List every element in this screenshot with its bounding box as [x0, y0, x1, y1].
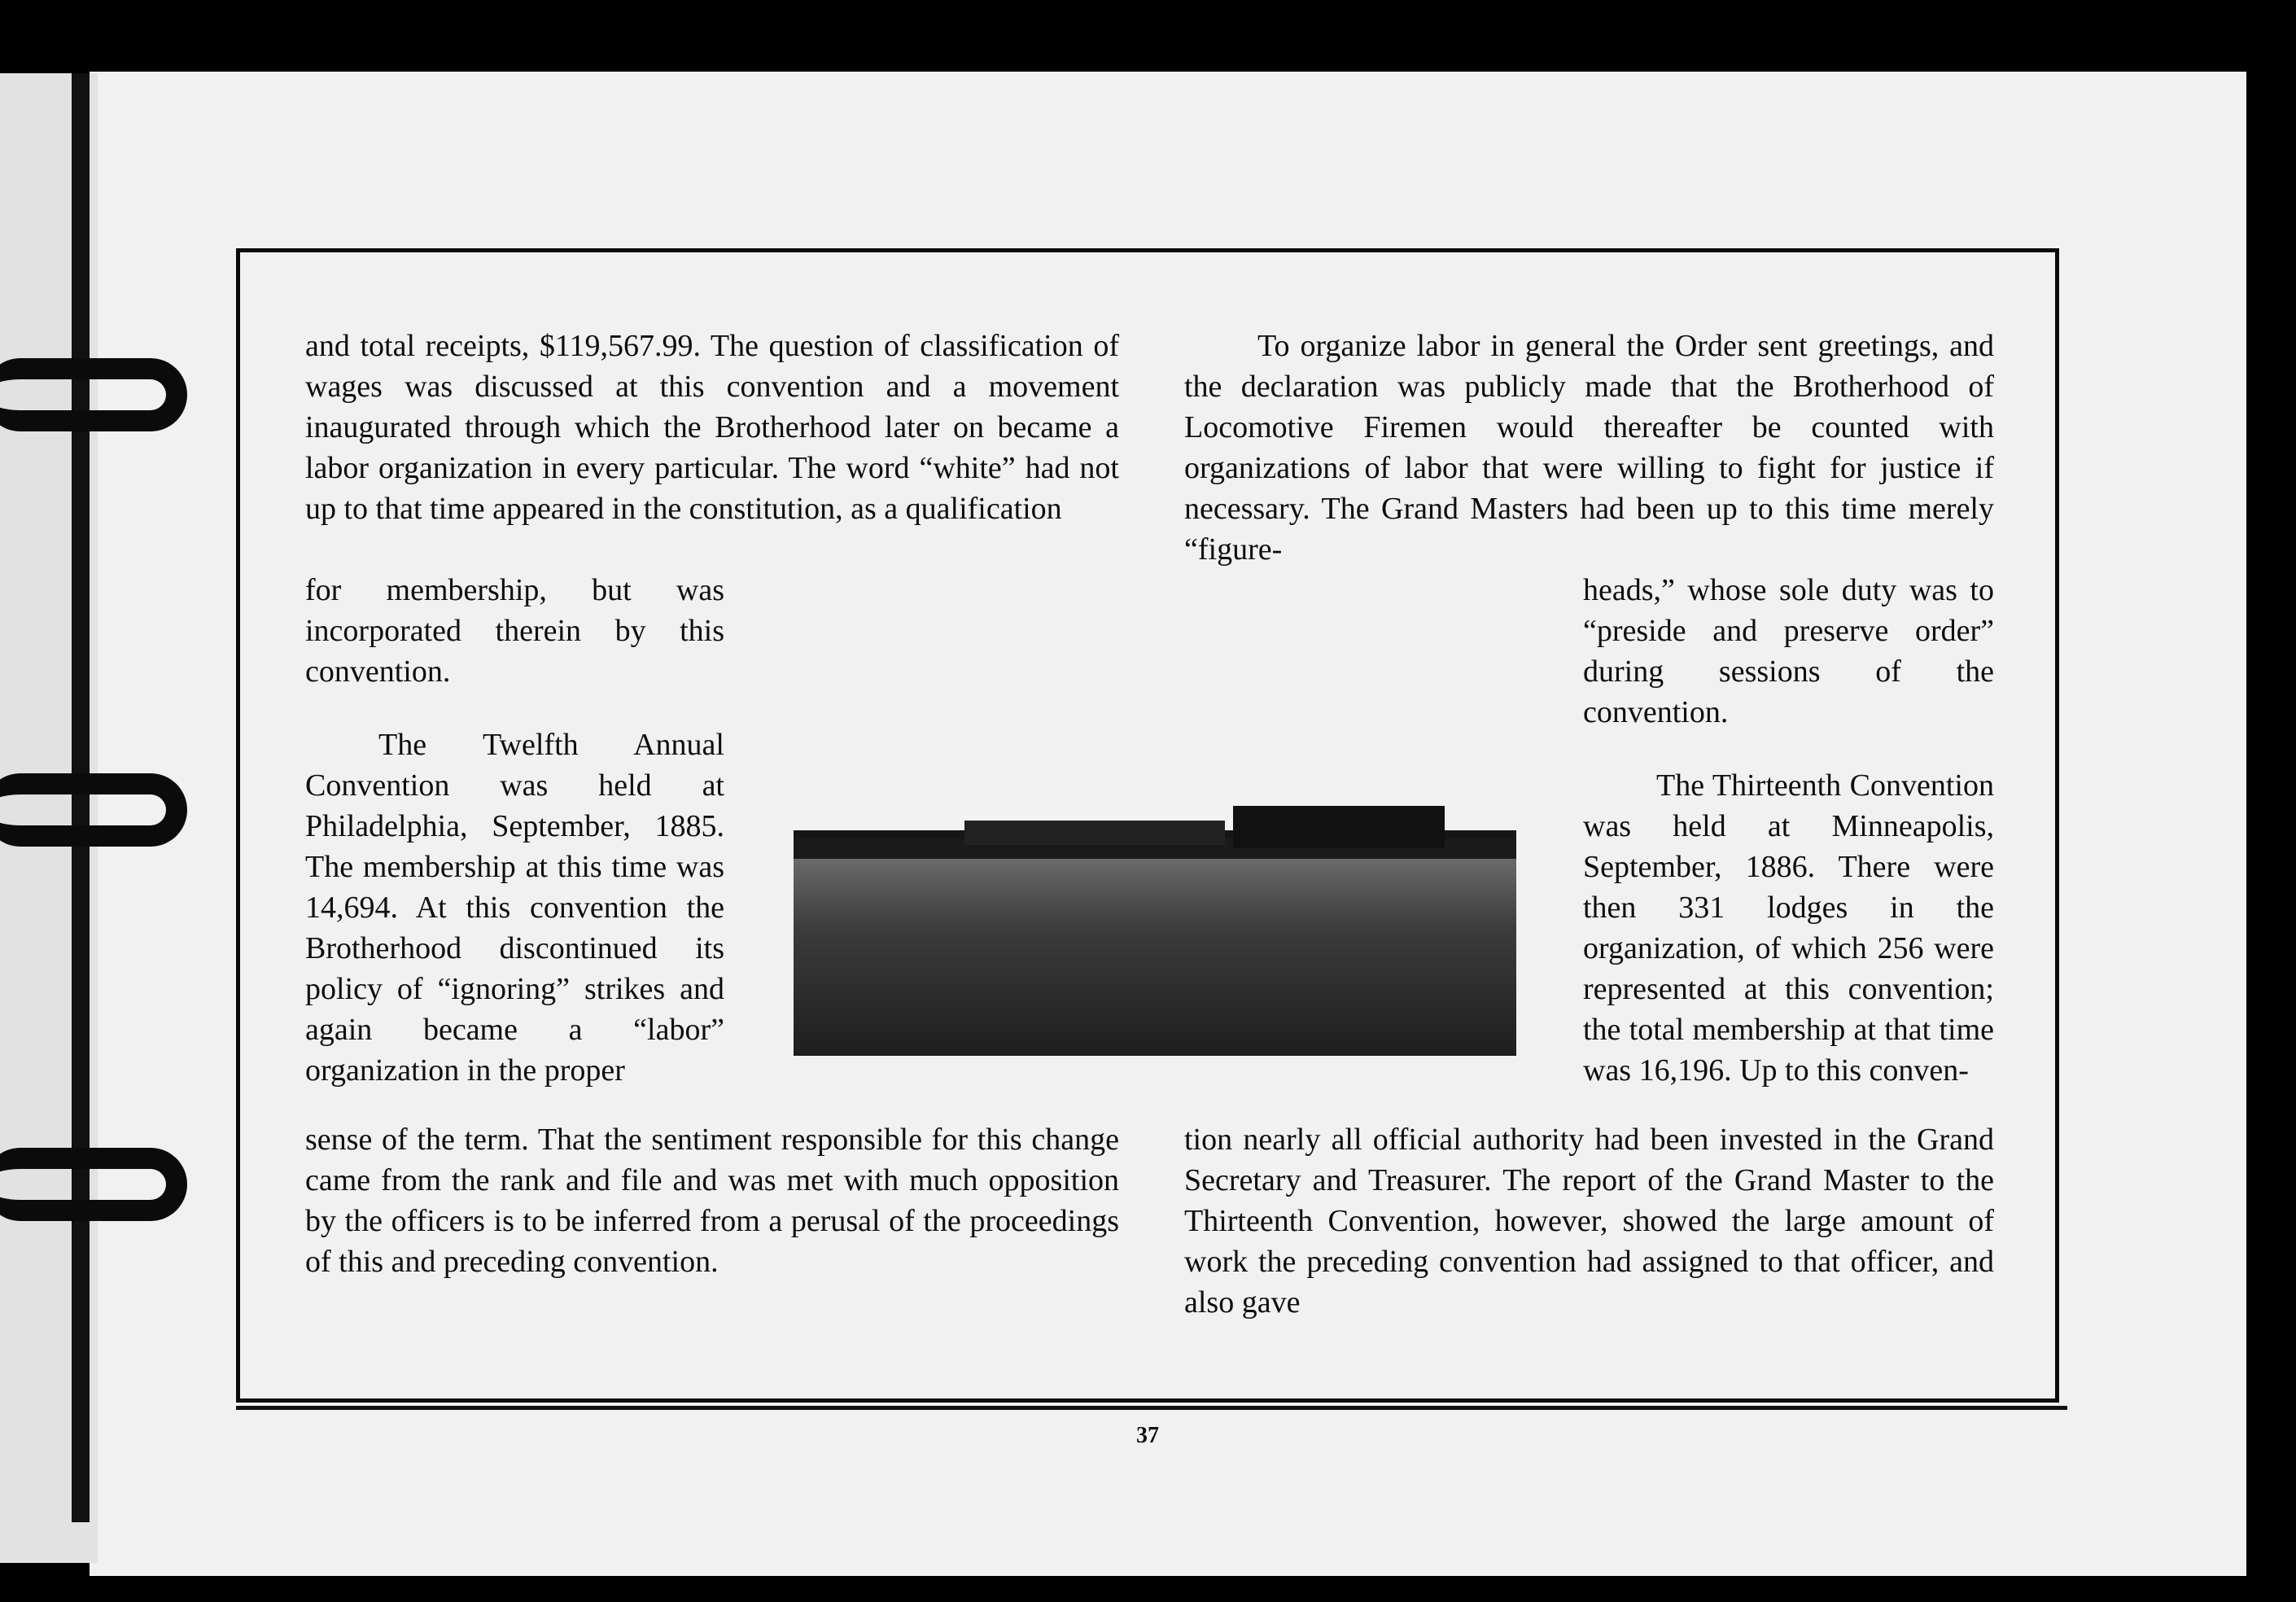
- paragraph: The Thirteenth Convention was held at Minneapolis, September, 1886. There were then 331 lodges in the organization, of which 256 were represented at this convention; the total membership at that time was 16,196. Up to this conven-: [1583, 768, 1994, 1088]
- spiral-binding-ring: [0, 773, 187, 847]
- spiral-binding-ring: [0, 1148, 187, 1221]
- paragraph: for membership, but was incorporated therein by this convention.: [305, 573, 724, 689]
- train-silhouette: [794, 806, 1516, 863]
- photo-sky: [794, 647, 1516, 830]
- paragraph: tion nearly all official authority had been invested in the Grand Secretary and Treasurer. The report of the Grand Master to the Thirteenth Convention, however, showed the large amount of work the preceding convention had assigned to that officer, and also gave: [1184, 1123, 1994, 1320]
- paragraph: The Twelfth Annual Convention was held at Philadelphia, September, 1885. The membership at this time was 14,694. At this convention the Brotherhood discontinued its policy of “ignoring” strikes and again became a “labor” organization in the proper: [305, 728, 724, 1088]
- paragraph: and total receipts, $119,567.99. The question of classification of wages was discussed at this convention and a movement inaugurated through which the Brotherhood later on became a labor organization in every particular. The word “white” had not up to that time appeared in the constitution, as a qualification: [305, 329, 1119, 526]
- right-column-top: [1184, 326, 1994, 602]
- left-column-top: [305, 326, 1119, 562]
- left-column-bottom: [305, 1119, 1119, 1315]
- right-column-bottom: [1184, 1119, 1994, 1355]
- page-number: 37: [1136, 1423, 1159, 1448]
- paragraph: sense of the term. That the sentiment responsible for this change came from the rank and file and was met with much opposition by the officers is to be inferred from a perusal of the proceedings of this and preceding convention.: [305, 1123, 1119, 1279]
- paragraph: To organize labor in general the Order sent greetings, and the declaration was publicly made that the Brotherhood of Locomotive Firemen would thereafter be counted with organizations of labor that were willing to fight for justice if necessary. The Grand Masters had been up to this time merely “figure-: [1184, 329, 1994, 567]
- paragraph: heads,” whose sole duty was to “preside and preserve order” during sessions of the convention.: [1583, 573, 1994, 729]
- right-column-wrap: [1583, 570, 1994, 1123]
- train-photograph: [794, 647, 1516, 1056]
- spiral-binding-ring: [0, 358, 187, 431]
- left-column-wrap: [305, 570, 724, 1123]
- photo-field: [794, 859, 1516, 1056]
- text-frame-bottom-rule: [236, 1406, 2067, 1410]
